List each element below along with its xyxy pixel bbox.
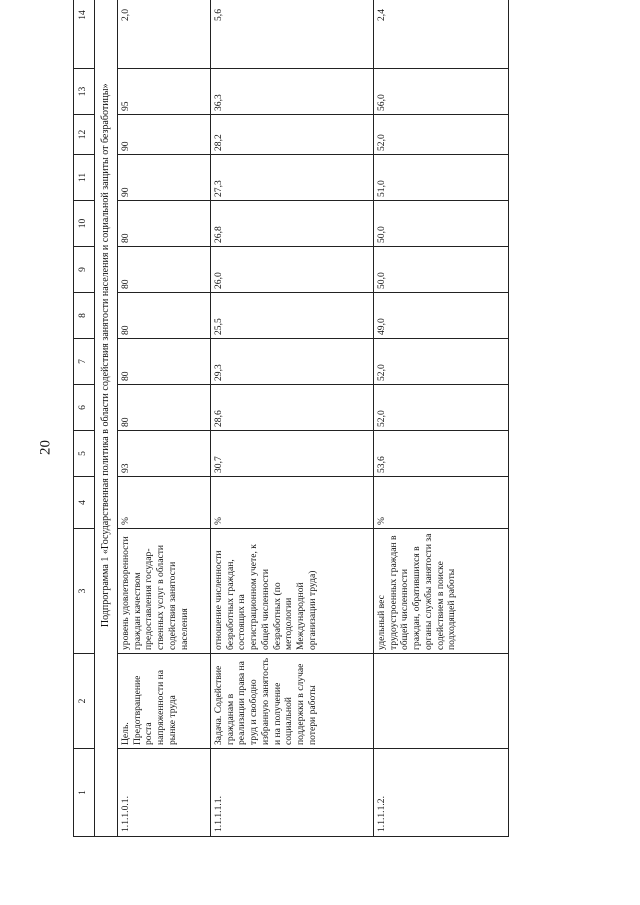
row-value: 80 [118,293,211,339]
row-value: 80 [118,247,211,293]
table-row [374,0,509,837]
rotated-table-wrapper [73,9,491,837]
header-cell: 11 [74,155,95,201]
row-value: 80 [118,385,211,431]
subprogram-spacer [95,749,118,837]
row-value: 52,0 [374,115,509,155]
row-value: 95 [118,69,211,115]
row-value: 29,3 [211,339,374,385]
row-unit: % [118,477,211,529]
header-cell: 5 [74,431,95,477]
row-value: 80 [118,201,211,247]
header-cell: 7 [74,339,95,385]
row-goal: Цель. Предотвращение роста напряженности на рынке труда [118,654,211,749]
row-value: 80 [118,339,211,385]
header-cell: 12 [74,115,95,155]
row-goal [374,654,509,749]
row-value: 50,0 [374,247,509,293]
row-value: 2,0 [118,0,211,69]
row-value: 26,0 [211,247,374,293]
row-value: 50,0 [374,201,509,247]
row-value: 28,2 [211,115,374,155]
row-code: 1.1.1.0.1. [118,749,211,837]
indicators-table [73,0,509,837]
row-code: 1.1.1.1.1. [211,749,374,837]
header-cell: 6 [74,385,95,431]
row-value: 27,3 [211,155,374,201]
header-cell: 4 [74,477,95,529]
row-value: 52,0 [374,339,509,385]
header-cell: 1 [74,749,95,837]
header-cell: 3 [74,529,95,654]
header-cell: 13 [74,69,95,115]
header-row [74,0,95,837]
subprogram-row [95,0,118,837]
row-value: 28,6 [211,385,374,431]
row-indicator: отношение численности безработных граждан, состоящих на регистрационном учете, к общей численности безработных (по методологии Международной организации труда) [211,529,374,654]
header-cell: 9 [74,247,95,293]
table-row [211,0,374,837]
row-indicator: удельный вес трудоустроенных граждан в общей численности граждан, обратившихся в органы службы занятости за содействием в поиске подходящей работы [374,529,509,654]
row-code: 1.1.1.1.2. [374,749,509,837]
row-value: 36,3 [211,69,374,115]
table-row [118,0,211,837]
row-value: 51,0 [374,155,509,201]
row-value: 2,4 [374,0,509,69]
row-goal: Задача. Содействие гражданам в реализации права на труд и свободно избранную занятость и на получение социальной поддержки в случае потери работы [211,654,374,749]
subprogram-title: Подпрограмма 1 «Государственная политика в области содействия занятости населения и социальной защиты от безработицы» [95,0,118,749]
row-value: 25,5 [211,293,374,339]
header-cell: 2 [74,654,95,749]
row-value: 53,6 [374,431,509,477]
row-value: 5,6 [211,0,374,69]
row-value: 49,0 [374,293,509,339]
row-value: 90 [118,115,211,155]
header-cell: 8 [74,293,95,339]
row-value: 26,8 [211,201,374,247]
row-value: 93 [118,431,211,477]
row-value: 90 [118,155,211,201]
row-unit: % [211,477,374,529]
header-cell: 14 [74,0,95,69]
row-value: 56,0 [374,69,509,115]
row-unit: % [374,477,509,529]
row-value: 30,7 [211,431,374,477]
page-number: 20 [37,440,54,456]
header-cell: 10 [74,201,95,247]
row-value: 52,0 [374,385,509,431]
row-indicator: уровень удовлетворенности граждан качеством предоставления государ-ственных услуг в области содействия занятости населения [118,529,211,654]
